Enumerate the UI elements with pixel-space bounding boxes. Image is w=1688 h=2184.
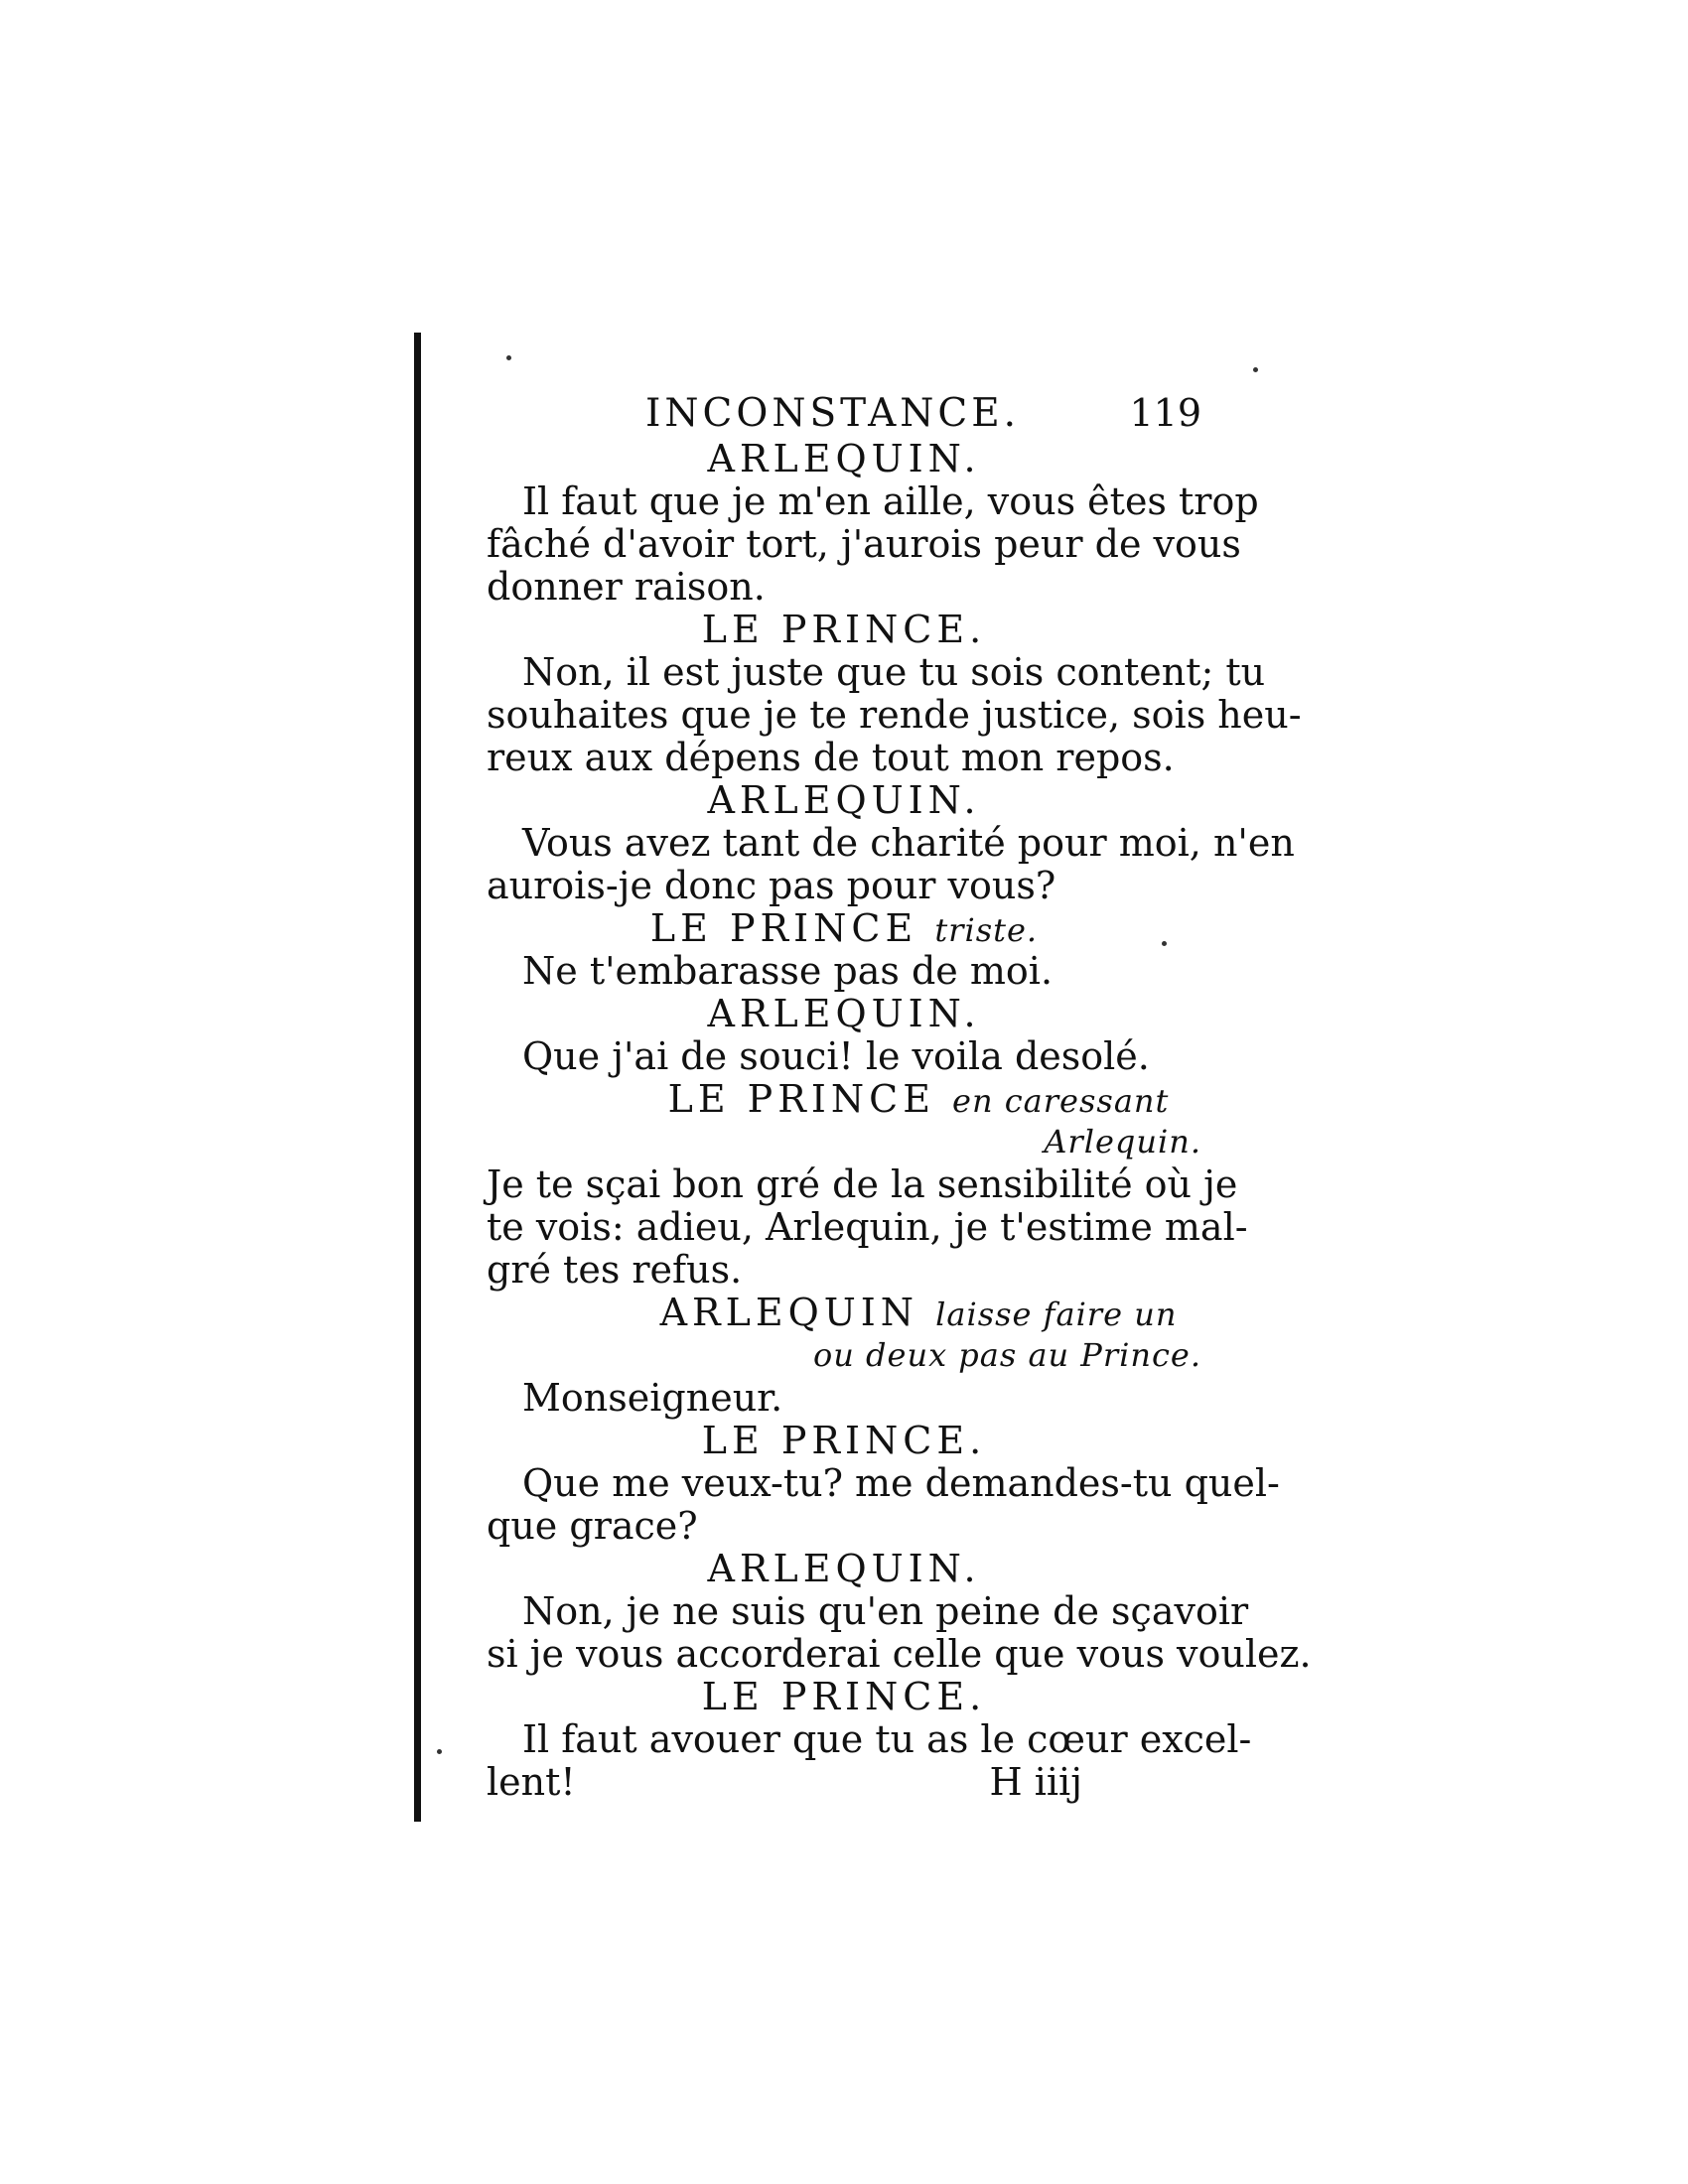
binding-edge-rule — [414, 333, 421, 1822]
speech-line: Ne t'embarasse pas de moi. — [522, 949, 1054, 993]
speech-line: Que j'ai de souci! le voila desolé. — [522, 1034, 1150, 1078]
signature-mark: H iiij — [989, 1760, 1082, 1804]
speaker-heading: ARLEQUIN. — [707, 992, 981, 1035]
dialogue-block — [487, 778, 1295, 907]
dialogue-block — [487, 608, 1302, 779]
speech-line: Il faut que je m'en aille, vous êtes trop — [522, 479, 1259, 523]
running-head-title: INCONSTANCE. — [645, 391, 1021, 436]
speech-line: Vous avez tant de charité pour moi, n'en — [522, 821, 1295, 865]
speaker-heading: ARLEQUIN. — [707, 437, 981, 480]
speaker-heading: ARLEQUIN. — [707, 778, 981, 822]
speech-line: Je te sçai bon gré de la sensibilité où je — [487, 1162, 1238, 1206]
dialogue-block — [487, 1419, 1280, 1548]
dialogue-block — [487, 907, 1201, 993]
stage-direction: triste. — [934, 911, 1039, 949]
stage-direction: laisse faire un — [935, 1296, 1178, 1333]
speaker-heading: LE PRINCE. — [701, 1419, 987, 1462]
dialogue-block — [487, 1547, 1312, 1676]
speech-line: Non, il est juste que tu sois content; tu — [522, 650, 1266, 694]
book-page — [487, 391, 1312, 1804]
final-line-row — [487, 1761, 1201, 1804]
speaker-heading: LE PRINCE. — [701, 1675, 987, 1718]
speaker-name: LE PRINCE — [667, 1077, 935, 1121]
dialogue-block — [487, 1077, 1248, 1292]
speaker-heading — [487, 1292, 1201, 1334]
speech-line: Monseigneur. — [522, 1376, 783, 1420]
stage-direction: en caressant — [952, 1082, 1170, 1120]
paper-speck — [506, 355, 511, 360]
stage-direction-continued: ou deux pas au Prince. — [812, 1336, 1201, 1374]
speech-line: gré tes refus. — [487, 1248, 743, 1292]
speech-line: souhaites que je te rende justice, sois heu- — [487, 693, 1302, 737]
speech-line: te vois: adieu, Arlequin, je t'estime mal- — [487, 1205, 1248, 1249]
dialogue-block — [487, 1675, 1252, 1804]
dialogue-block — [487, 993, 1201, 1078]
speech-line: Il faut avouer que tu as le cœur excel- — [522, 1717, 1252, 1761]
running-head — [487, 392, 1201, 438]
speech-line: si je vous accorderai celle que vous voulez. — [487, 1632, 1312, 1676]
speaker-heading: LE PRINCE. — [701, 608, 987, 651]
speaker-heading — [487, 1078, 1201, 1121]
speech-line: lent! — [487, 1760, 576, 1804]
speech-line: que grace? — [487, 1504, 698, 1548]
stage-direction-continued: Arlequin. — [1044, 1123, 1201, 1160]
dialogue-block — [487, 437, 1259, 609]
paper-speck — [437, 1749, 442, 1754]
page-number: 119 — [1129, 391, 1201, 435]
speech-line: reux aux dépens de tout mon repos. — [487, 736, 1175, 779]
speech-line: aurois-je donc pas pour vous? — [487, 864, 1056, 907]
speaker-heading — [487, 907, 1201, 950]
speaker-name: ARLEQUIN — [659, 1291, 919, 1334]
dialogue-block — [487, 1292, 1201, 1420]
speaker-name: LE PRINCE — [649, 906, 918, 950]
speech-line: Non, je ne suis qu'en peine de sçavoir — [522, 1589, 1249, 1633]
speech-line: Que me veux-tu? me demandes-tu quel- — [522, 1461, 1280, 1505]
speech-line: fâché d'avoir tort, j'aurois peur de vous — [487, 522, 1241, 566]
speech-line: donner raison. — [487, 565, 766, 609]
speaker-heading: ARLEQUIN. — [707, 1547, 981, 1590]
paper-speck — [1253, 367, 1258, 372]
